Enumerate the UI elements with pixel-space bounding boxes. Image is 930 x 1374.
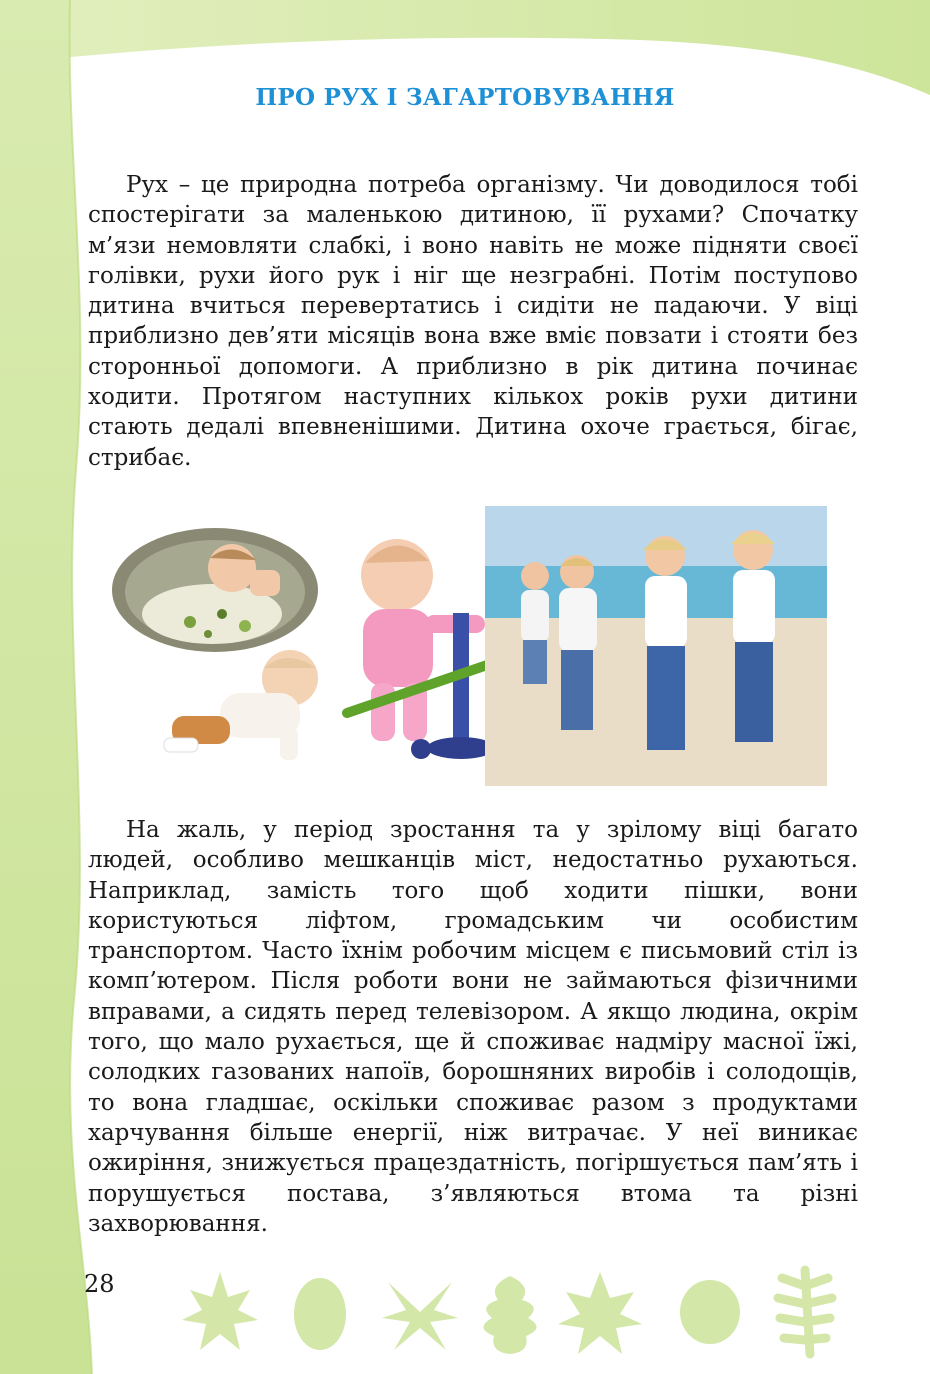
- photo-collage: [100, 498, 840, 798]
- chestnut-leaf-icon: [382, 1282, 458, 1350]
- leaves-decoration: [170, 1262, 870, 1362]
- baby-in-bouncer-photo: [110, 518, 320, 658]
- ash-leaf-icon: [778, 1270, 832, 1354]
- crawling-baby-photo: [160, 638, 340, 768]
- page-number: 28: [84, 1270, 115, 1298]
- paragraph-2: На жаль, у період зростання та у зрілому віці багато людей, особливо мешканців міст, недостатньо рухаються. Наприклад, замість того щоб ходити пішки, вони користуються ліфтом, громадським чи особистим транспортом. Часто їхнім робочим місцем є письмовий стіл із комп’ютером. Після роботи вони не займаються фізичними вправами, а сидять перед телевізором. А якщо людина, окрім того, що мало рухається, ще й споживає надміру масної їжі, солодких газованих напоїв, борошняних виробів і солодощів, то вона гладшає, оскільки споживає разом з продуктами харчування більше енергії, ніж витрачає. У неї виникає ожиріння, знижується працездатність, погіршується пам’ять і порушується постава, з’являються втома та різні захворювання.: [88, 817, 858, 1237]
- birch-leaf-icon: [680, 1280, 740, 1344]
- oak-leaf-icon: [483, 1276, 536, 1354]
- page-title: ПРО РУХ І ЗАГАРТОВУВАННЯ: [255, 84, 675, 111]
- maple-leaf-icon: [182, 1272, 258, 1350]
- round-leaf-icon: [294, 1278, 346, 1350]
- paragraph-1: Рух – це природна потреба організму. Чи доводилося тобі спостерігати за маленькою дитиною, її рухами? Спочатку м’язи немовляти слабкі, і воно навіть не може підняти своєї голівки, рухи його рук і ніг ще незграбні. Потім поступово дитина вчиться перевертатись і сидіти не падаючи. У віці приблизно дев’яти місяців вона вже вміє повзати і стояти без сторонньої допомоги. А приблизно в рік дитина починає ходити. Протягом наступних кількох років рухи дитини стають дедалі впевненішими. Дитина охоче грається, бігає, стрибає.: [88, 172, 858, 471]
- pine-leaf-icon: [558, 1272, 642, 1354]
- children-running-on-beach-photo: [485, 506, 827, 786]
